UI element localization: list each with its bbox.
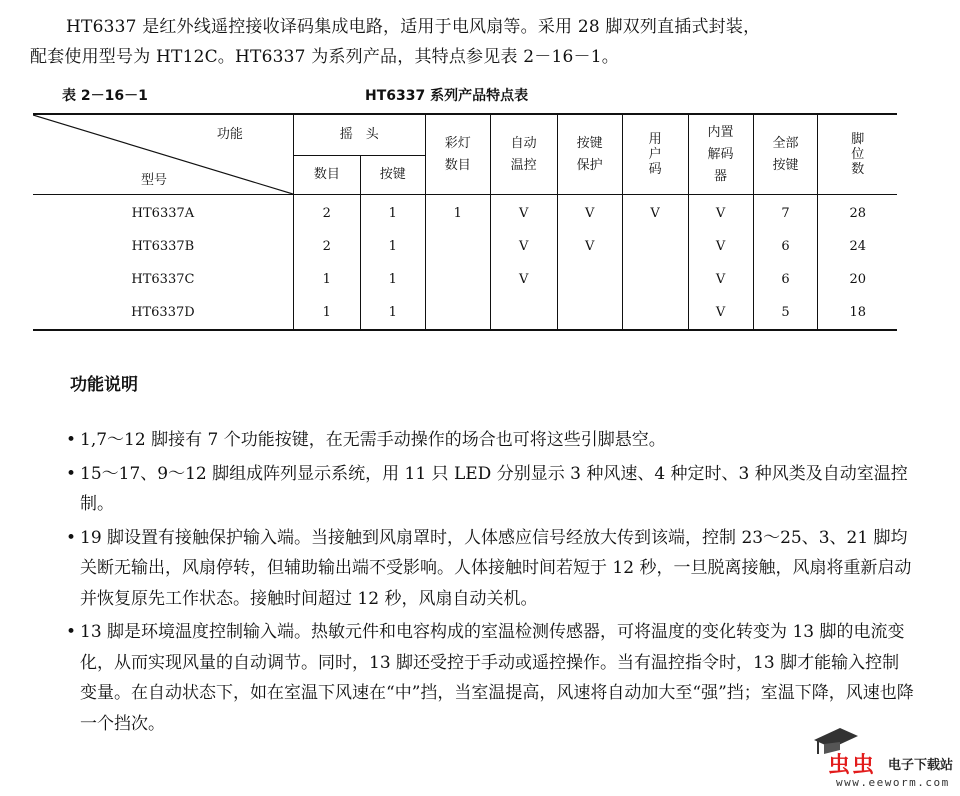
cell-auto-temp: V [490, 195, 557, 231]
function-notes-list [64, 425, 914, 742]
intro-line-1: HT6337 是红外线遥控接收译码集成电路，适用于电风扇等。采用 28 脚双列直插式封装， [66, 17, 761, 37]
table-row [33, 230, 897, 263]
header-light-count: 彩灯 数目 [425, 114, 490, 195]
cell-light-count [425, 296, 490, 330]
header-user-code: 用 户 码 [622, 114, 688, 195]
table-row [33, 263, 897, 296]
cell-decoder: V [688, 230, 753, 263]
watermark-logo: 虫虫 [828, 753, 877, 778]
header-decoder: 内置 解码 器 [688, 114, 753, 195]
bullet-icon: • [66, 430, 77, 450]
spec-table [33, 113, 897, 331]
cell-light-count [425, 263, 490, 296]
cell-swing-count: 1 [293, 296, 360, 330]
cell-auto-temp: V [490, 230, 557, 263]
cell-pins: 20 [818, 263, 897, 296]
list-item [64, 425, 914, 456]
cell-swing-key: 1 [360, 263, 425, 296]
list-item [64, 523, 914, 615]
note-text: 1,7～12 脚接有 7 个功能按键，在无需手动操作的场合也可将这些引脚悬空。 [80, 430, 666, 450]
cell-key-protect: V [557, 195, 622, 231]
list-item [64, 617, 914, 739]
corner-function-label: 功能 [216, 127, 243, 142]
cell-model: HT6337A [131, 206, 195, 221]
cell-swing-count: 2 [293, 230, 360, 263]
header-key-protect: 按键 保护 [557, 114, 622, 195]
cell-all-keys: 5 [753, 296, 818, 330]
cell-model: HT6337B [131, 239, 195, 254]
cell-swing-count: 2 [293, 195, 360, 231]
cell-all-keys: 6 [753, 230, 818, 263]
cell-swing-key: 1 [360, 296, 425, 330]
cell-user-code [622, 230, 688, 263]
cell-decoder: V [688, 296, 753, 330]
table-title: HT6337 系列产品特点表 [365, 88, 529, 104]
cell-key-protect: V [557, 230, 622, 263]
cell-auto-temp: V [490, 263, 557, 296]
cell-user-code [622, 263, 688, 296]
table-label: 表 2－16－1 [62, 88, 148, 104]
cell-user-code: V [622, 195, 688, 231]
header-all-keys: 全部 按键 [753, 114, 818, 195]
header-auto-temp: 自动 温控 [490, 114, 557, 195]
cell-light-count: 1 [425, 195, 490, 231]
corner-header-cell [33, 114, 293, 195]
cell-model: HT6337D [131, 305, 195, 320]
cell-light-count [425, 230, 490, 263]
table-row [33, 296, 897, 330]
cell-key-protect [557, 296, 622, 330]
header-pins: 脚 位 数 [818, 114, 897, 195]
header-swing-key: 按键 [360, 156, 425, 195]
cell-auto-temp [490, 296, 557, 330]
cell-pins: 18 [818, 296, 897, 330]
note-text: 13 脚是环境温度控制输入端。热敏元件和电容构成的室温检测传感器，可将温度的变化转变为 13 脚的电流变化，从而实现风量的自动调节。同时，13 脚还受控于手动或遥控操作。当有温控指令时，13 脚才能输入控制变量。在自动状态下，如在室温下风速在“中”挡，当室温提高，风速将自动加大至“强”挡；室温下降，风速也降一个挡次。 [80, 622, 914, 734]
cell-model: HT6337C [131, 272, 195, 287]
cell-swing-key: 1 [360, 195, 425, 231]
cell-all-keys: 6 [753, 263, 818, 296]
cell-pins: 24 [818, 230, 897, 263]
watermark-site-name: 电子下载站 [888, 758, 954, 773]
cell-all-keys: 7 [753, 195, 818, 231]
cell-decoder: V [688, 195, 753, 231]
header-swing-group: 摇 头 [293, 114, 425, 156]
cell-swing-count: 1 [293, 263, 360, 296]
note-text: 15～17、9～12 脚组成阵列显示系统，用 11 只 LED 分别显示 3 种风速、4 种定时、3 种风类及自动室温控制。 [80, 463, 908, 514]
cell-swing-key: 1 [360, 230, 425, 263]
header-swing-count: 数目 [293, 156, 360, 195]
intro-paragraph [30, 12, 930, 72]
list-item [64, 459, 914, 520]
bullet-icon: • [66, 527, 77, 548]
bullet-icon: • [66, 622, 77, 642]
cell-decoder: V [688, 263, 753, 296]
section-title: 功能说明 [70, 375, 138, 395]
note-text: 19 脚设置有接触保护输入端。当接触到风扇罩时，人体感应信号经放大传到该端，控制 23～25、3、21 脚均关断无输出，风扇停转，但辅助输出端不受影响。人体接触时间若短于 12 秒，一旦脱离接触，风扇将重新启动并恢复原先工作状态。接触时间超过 12 秒，风扇自动关机。 [80, 527, 912, 609]
cell-user-code [622, 296, 688, 330]
corner-model-label: 型号 [141, 173, 168, 188]
cell-key-protect [557, 263, 622, 296]
intro-line-2: 配套使用型号为 HT12C。HT6337 为系列产品，其特点参见表 2－16－1。 [30, 47, 619, 67]
watermark-url[interactable]: www.eeworm.com [836, 776, 950, 789]
table-row [33, 195, 897, 231]
bullet-icon: • [66, 463, 77, 484]
cell-pins: 28 [818, 195, 897, 231]
watermark [806, 724, 956, 794]
